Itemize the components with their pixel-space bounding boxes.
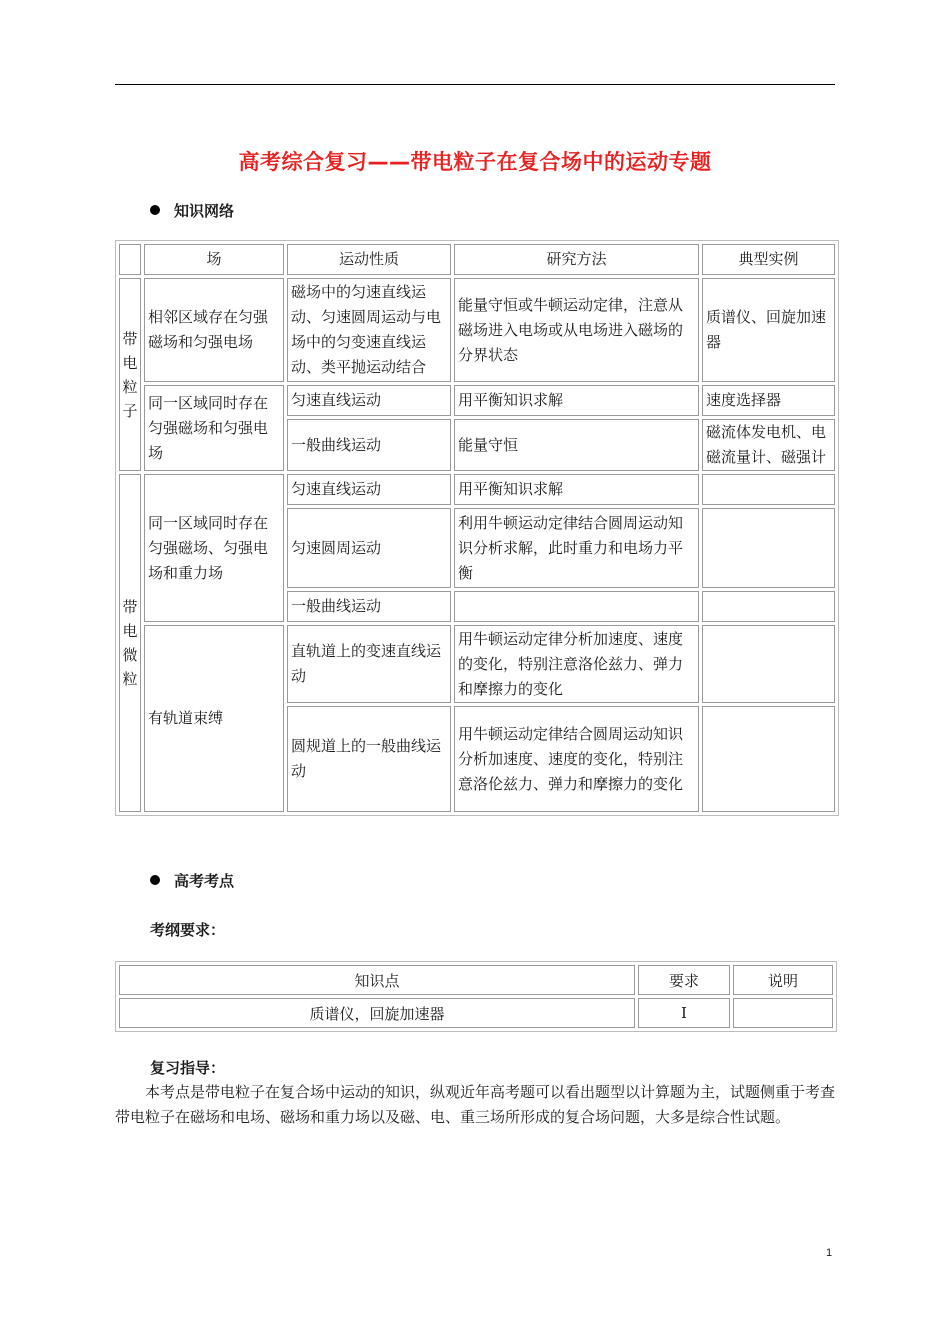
table-row — [119, 278, 835, 382]
table-cell: 一般曲线运动 — [287, 591, 451, 622]
page-number: 1 — [826, 1247, 833, 1259]
table-cell: 用牛顿运动定律分析加速度、速度的变化，特别注意洛伦兹力、弹力和摩擦力的变化 — [454, 625, 699, 703]
group-cell-particle: 带电粒子 — [119, 278, 141, 471]
table-cell: 能量守恒 — [454, 419, 699, 471]
table-cell: 同一区域同时存在匀强磁场和匀强电场 — [144, 385, 284, 471]
empty-header-cell — [119, 244, 141, 275]
table-row — [119, 998, 833, 1028]
table-cell: 一般曲线运动 — [287, 419, 451, 471]
section-title: 知识网络 — [174, 202, 235, 220]
table-row — [119, 244, 835, 275]
table-cell: 用平衡知识求解 — [454, 385, 699, 416]
table-cell — [702, 706, 835, 812]
header-cell: 说明 — [733, 965, 833, 995]
section-exam-points — [150, 870, 234, 891]
requirements-table — [115, 961, 837, 1032]
group-cell-micro: 带电微粒 — [119, 474, 141, 812]
page-title: 高考综合复习——带电粒子在复合场中的运动专题 — [238, 150, 712, 174]
section-knowledge-network — [150, 200, 234, 221]
table-row — [119, 385, 835, 416]
table-cell: 匀速直线运动 — [287, 474, 451, 505]
review-guide-label: 复习指导： — [150, 1059, 226, 1077]
table-cell: 利用牛顿运动定律结合圆周运动知识分析求解，此时重力和电场力平衡 — [454, 508, 699, 588]
guide-text: 本考点是带电粒子在复合场中运动的知识，纵观近年高考题可以看出题型以计算题为主，试题侧重于考查带电粒子在磁场和电场、磁场和重力场以及磁、电、重三场所形成的复合场问题，大多是综合性试题。 — [115, 1083, 836, 1126]
bullet-icon — [150, 205, 160, 215]
table-cell: 质谱仪，回旋加速器 — [119, 998, 635, 1028]
table-cell — [702, 508, 835, 588]
exam-requirements-label: 考纲要求： — [150, 921, 226, 939]
table-cell: 匀速直线运动 — [287, 385, 451, 416]
bullet-icon — [150, 875, 160, 885]
table-cell: 能量守恒或牛顿运动定律，注意从磁场进入电场或从电场进入磁场的分界状态 — [454, 278, 699, 382]
table-cell — [702, 474, 835, 505]
table-cell: 磁流体发电机、电磁流量计、磁强计 — [702, 419, 835, 471]
table-cell: 同一区域同时存在匀强磁场、匀强电场和重力场 — [144, 474, 284, 622]
header-cell: 研究方法 — [454, 244, 699, 275]
table-cell: 磁场中的匀速直线运动、匀速圆周运动与电场中的匀变速直线运动、类平抛运动结合 — [287, 278, 451, 382]
knowledge-network-table — [115, 240, 839, 816]
table-cell: Ⅰ — [638, 998, 730, 1028]
header-cell: 运动性质 — [287, 244, 451, 275]
header-cell: 典型实例 — [702, 244, 835, 275]
table-cell: 用平衡知识求解 — [454, 474, 699, 505]
table-cell: 用牛顿运动定律结合圆周运动知识分析加速度、速度的变化，特别注意洛伦兹力、弹力和摩擦力的变化 — [454, 706, 699, 812]
table-cell: 相邻区域存在匀强磁场和匀强电场 — [144, 278, 284, 382]
table-cell: 匀速圆周运动 — [287, 508, 451, 588]
table-cell: 圆规道上的一般曲线运动 — [287, 706, 451, 812]
table-cell — [733, 998, 833, 1028]
table-cell — [454, 591, 699, 622]
table-cell — [702, 625, 835, 703]
table-cell — [702, 591, 835, 622]
table-cell: 速度选择器 — [702, 385, 835, 416]
table-row — [119, 965, 833, 995]
section-title: 高考考点 — [174, 872, 235, 890]
header-cell: 场 — [144, 244, 284, 275]
header-rule — [115, 84, 835, 85]
table-cell: 质谱仪、回旋加速器 — [702, 278, 835, 382]
table-cell: 有轨道束缚 — [144, 625, 284, 812]
header-cell: 要求 — [638, 965, 730, 995]
table-cell: 直轨道上的变速直线运动 — [287, 625, 451, 703]
review-guide-paragraph — [115, 1080, 835, 1130]
header-cell: 知识点 — [119, 965, 635, 995]
table-row — [119, 625, 835, 703]
table-row — [119, 474, 835, 505]
